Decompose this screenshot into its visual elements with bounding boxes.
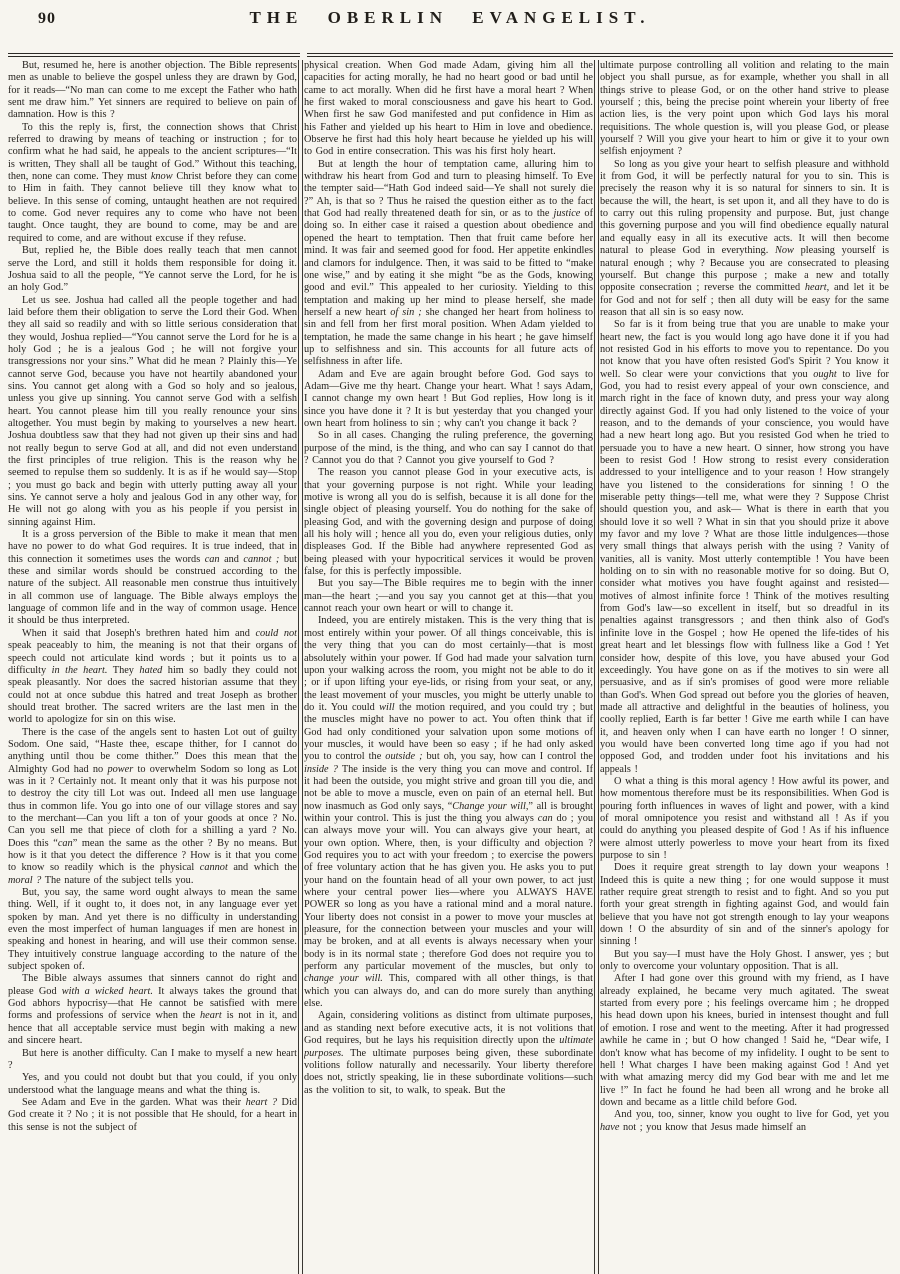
paragraph: But, resumed he, here is another objection. The Bible represents men as unable to believe the gospel unless they are drawn by God, for it reads—“No man can come to me except the Father who hath sent me draw him.” Yet sinners are required to believe on pain of damnation. How is this ? — [8, 60, 297, 121]
column-3 — [600, 60, 889, 1274]
paragraph: Does it require great strength to lay down your weapons ! Indeed this is quite a new thing ; for one would suppose it must rather require great strength to resist and to fight. And so you put forth your great strength in fighting against God, and would fain believe that you have not got strength enough to lay your weapons down ! O the absurdity of sin and of the sinner's apology for sinning ! — [600, 862, 889, 948]
header-rule-left — [8, 53, 300, 57]
paragraph: And you, too, sinner, know you ought to live for God, yet you have not ; you know that Jesus made himself an — [600, 1109, 889, 1133]
paragraph: But at length the hour of temptation came, alluring him to withdraw his heart from God and turn to pleasing himself. To Eve the tempter said—“Hath God indeed said—Ye shall not surely die ?” Ah, is that so ? Thus he raised the question either as to the fact that God had really threatened death for sin, or as to the justice of doing so. In either case it raised a question about obedience and opened the heart to temptation. Then that fruit came before her mind. It was fair and seemed good for food. Her appetite enkindles and clamors for indulgence. Then, it was said to be fitted to “make one wise,” and by eating it she might “be as the Gods, knowing good and evil.” This appealed to her curiosity. Yielding to this temptation and making up her mind to please herself, she made herself a new heart of sin ; she changed her heart from holiness to sin and fell from her first moral position. When Adam yielded to temptation, he made the same change in his heart ; he gave himself up to selfishness and sin. This accounts for all future acts of selfishness in after life. — [304, 158, 593, 368]
paragraph: It is a gross perversion of the Bible to make it mean that men have no power to do what God requires. It is true indeed, that in this connection it sometimes uses the words can and cannot ; but these and similar words should be construed according to the nature of the subject. All reasonable men construe thus intuitively in all common use of language. The Bible always employs the language of common life and in the way of common usage. Hence it should be thus interpreted. — [8, 529, 297, 627]
paragraph: So in all cases. Changing the ruling preference, the governing purpose of the mind, is the thing, and who can say I cannot do that ? Cannot you do that ? Cannot you give yourself to God ? — [304, 430, 593, 466]
paragraph: See Adam and Eve in the garden. What was their heart ? Did God create it ? No ; it is not possible that He should, for a heart in this sense is not the subject of — [8, 1096, 297, 1133]
column-1 — [8, 60, 297, 1274]
paragraph: The Bible always assumes that sinners cannot do right and please God with a wicked heart. It always takes the ground that God abhors hypocrisy—that He cannot be satisfied with mere forms and professions of service when the heart is not in it, and hence that all acceptable service must begin with making a new and sincere heart. — [8, 973, 297, 1047]
paragraph: When it said that Joseph's brethren hated him and could not speak peaceably to him, the meaning is not that their organs of speech could not articulate kind words ; but it points us to a difficulty in the heart. They hated him so badly they could not speak pleasantly. Nor does the sacred historian assume that they could not at once subdue this hatred and treat Joseph as brother should treat brother. The sacred writers are the last men in the world to apologize for sin on this wise. — [8, 627, 297, 726]
paragraph: But here is another difficulty. Can I make to myself a new heart ? — [8, 1047, 297, 1071]
paragraph: So long as you give your heart to selfish pleasure and withhold it from God, it will be perfectly natural for you to sin. This is precisely the reason why it is so natural for sinners to sin. It is because the will, the heart, is set upon it, and all they have to do is to carry out this ruling propensity and purpose. But, just change this governing purpose and you will find obedience equally natural and equally easy in all its executive acts. It will then become natural to please God in everything. Now pleasing yourself is natural enough ; why ? Because you are consecrated to pleasing yourself. But change this purpose ; make a new and totally opposite consecration ; reverse the committed heart, and let it be for God and not for self ; then all duty will be easy for the same reason that all sin is so easy now. — [600, 158, 889, 318]
paragraph: After I had gone over this ground with my friend, as I have already explained, he became very much agitated. The sweat started from every pore ; his feelings overcame him ; he dropped his head down upon his knees, buried in intensest thought and full of emotion. I rose and went to the meeting. After it had progressed awhile he came in ; but O how changed ! Said he, “Dear wife, I don't know what has become of my infidelity. I ought to be sent to hell ! What charges I have been making against God ! And yet with what amazing mercy did my God bear with me and let me live !” In fact he found he had been all wrong and he broke all down and became as a little child before God. — [600, 973, 889, 1108]
column-divider-1 — [298, 60, 303, 1274]
paragraph: Adam and Eve are again brought before God. God says to Adam—Give me thy heart. Change your heart. What ! says Adam, I cannot change my own heart ! But God replies, How long is it since you have done it ? It is but yesterday that you changed your own heart from holiness to sin ; why can't you change it back ? — [304, 368, 593, 429]
header-rule-right — [307, 53, 893, 57]
paragraph: But you say—I must have the Holy Ghost. I answer, yes ; but only to overcome your voluntary opposition. That is all. — [600, 948, 889, 973]
paragraph: O what a thing is this moral agency ! How awful its power, and how momentous therefore must be its responsibilities. When God is pouring forth influences in waves of light and power, with a kind of moral omnipotence you resist and withstand all ! As if you could do anything you pleased despite of God ! As if his influence were almost utterly powerless to move your heart from its fixed purpose to sin ! — [600, 775, 889, 861]
paragraph: Yes, and you could not doubt but that you could, if you only understood what the language means and what the thing is. — [8, 1072, 297, 1096]
column-2 — [304, 60, 593, 1274]
paragraph: But, replied he, the Bible does really teach that men cannot serve the Lord, and still it holds them responsible for doing it. Joshua said to all the people, “Ye cannot serve the Lord, for he is an holy God.” — [8, 245, 297, 294]
masthead — [0, 0, 900, 48]
page-title: THE OBERLIN EVANGELIST. — [249, 8, 651, 27]
paragraph: So far is it from being true that you are unable to make your heart new, the fact is you would long ago have done it if you had not resisted God in his efforts to move you to repentance. Do you not know that you have often resisted God's Spirit ? You know it well. So clear were your convictions that you ought to live for God, you had to resist every appeal of your own conscience, and march right in the face of known duty, and press your way along directly against God. If you had only listened to the voice of your reason, and to the demands of your conscience, you would have had a new heart long ago. But you resisted God when he tried to persuade you to have a new heart. O sinner, how strong you have been to resist God ! How strong to resist every consideration addressed to your intelligence and to your reason ! How strangely have you listened to the considerations for sinning ! O the miserable petty things—tell me, what were they ? Suppose Christ should question you, and ask— What is there in earth that you should love it so well ? What in sin that you should prize it above my favor and my love ? What are those little indulgences—those very small things that always perish with the using ? Vanity of vanities, all is vanity. Most utterly contemptible ! You have been holding on to sin with no reasonable motive for so doing. But O, consider what motives you have fought against and resisted—motives of almost infinite force ! Think of the motives resulting from God's law—so excellent in itself, but so dreadful in its penalties against transgressors ; and then think also of God's infinite love in the Gospel ; how He opened the life-tides of his great heart and let blessings flow with fullness like a God ! Yet consider how, despite of this love, you have abused your God exceedingly. You have gone on as if the motives to sin were all persuasive, and as if sin's promises of good were more reliable than God's. When God spread out before you the glories of heaven, made all attractive and delightful in the beauties of holiness, you coolly replied, Earth is far better ! Give me earth while I can have it, and heaven only when I can have earth no longer ! O sinner, you would have been converted long time ago if you had not opposed God, and trodden under foot his invitations and his appeals ! — [600, 319, 889, 775]
paragraph: ultimate purpose controlling all volition and relating to the main object you shall pursue, as for example, whether you shall in all things strive to please God, or on the other hand strive to please yourself ; this, being the precise point wherein your liberty of free action lies, is the very point upon which God lays his moral requisitions. The whole question is, will you please God, or please yourself ? Will you give your heart to him or give it to your own selfish enjoyment ? — [600, 60, 889, 158]
paragraph: But you say—The Bible requires me to begin with the inner man—the heart ;—and you say you cannot get at this—that you cannot reach your own heart or will to change it. — [304, 578, 593, 615]
paragraph: Indeed, you are entirely mistaken. This is the very thing that is most entirely within your power. Of all things conceivable, this is the very thing that you can do most certainly—that is most absolutely within your power. If God had made your salvation turn upon your walking across the room, you might not be able to do it ; or if upon lifting your eye-lids, or rising from your seat, or any, the least movement of your muscles, you might be utterly unable to do it. You could will the motion required, and you could try ; but the muscles might have no power to act. You often think that if God had only conditioned your salvation upon some motions of your muscles, it would have been so easy ; if he had only asked you to control the outside ; but oh, you say, how can I control the inside ? The inside is the very thing you can move and control. If it had been the outside, you might strive and groan till you die, and not be able to move a muscle, even on pain of an eternal hell. But now inasmuch as God only says, “Change your will,” all is brought within your control. This is just the thing you always can do ; you can always move your will. You can always give your heart, at your own option. Where, then, is your difficulty and objection ? God requires you to act with your freedom ; to exercise the powers of free voluntary action that he has given you. He asks you to put your hand on the fountain head of all your own power, to act just where your central power lies—where you ALWAYS HAVE POWER so long as you have a rational mind and a moral nature. Your liberty does not consist in a power to move your muscles at pleasure, for the connection between your muscles and your will may be broken, and at all events is always necessary when your body is in its normal state ; therefore God does not require you to perform any particular movement of the muscles, but only to change your will. This, compared with all other things, is that which you can always do, and can do more surely than anything else. — [304, 615, 593, 1010]
paragraph: But, you say, the same word ought always to mean the same thing. Well, if it ought to, it does not, in any language ever yet spoken by man. And yet there is no difficulty in understanding even the most imperfect of human languages if men are honest in speaking and honest in hearing, and will use their common sense. They intuitively construe language according to the nature of the subject spoken of. — [8, 887, 297, 973]
article-columns — [0, 57, 900, 1274]
paragraph: The reason you cannot please God in your executive acts, is that your governing purpose is not right. While your leading motive is wrong all you do is selfish, because it is all done for the single object of pleasing yourself. You do nothing for the sake of pleasing God, and with the governing design and purpose of doing all his holy will ; hence all you do, even your religious duties, only displeases God. If the Bible had anywhere represented God as being pleased with your hypocritical services it would be proven false, for this is perfectly impossible. — [304, 467, 593, 578]
paragraph: physical creation. When God made Adam, giving him all the capacities for acting morally, he had no heart good or bad until he came to act morally. When did he first have a moral heart ? When he first waked to moral consciousness and gave his heart to God. When first he saw God manifested and put confidence in Him as his Father and yielded up his heart to Him in love and obedience. Observe he first had this holy heart because he yielded up his will to God in entire consecration. This was his first holy heart. — [304, 60, 593, 158]
column-divider-2 — [594, 60, 599, 1274]
paragraph: To this the reply is, first, the connection shows that Christ referred to drawing by means of teaching or instruction ; for to confirm what he had said, he appeals to the ancient scriptures—“It is written, They shall all be taught of God.” Without this teaching, then, none can come. They must know Christ before they can come to Him in faith. They cannot believe till they know what to believe. In this sense of coming, untaught heathen are not required to come. God never requires any to come who have not been taught. Once taught, they are bound to come, may be and are required to come, and are without excuse if they refuse. — [8, 121, 297, 244]
paragraph: Let us see. Joshua had called all the people together and had laid before them their obligation to serve the Lord their God. When they all said so readily and with so little serious consideration that they would, Joshua replied—“You cannot serve the Lord for he is a holy God ; he is a jealous God ; he will not forgive your transgressions nor your sins.” What did he mean ? Plainly this—Ye cannot serve God, because you have not heartily abandoned your sins. You cannot get along with a God so holy and so jealous, unless you give up sinning. You cannot serve God with a selfish heart. You cannot please him till you really renounce your sins altogether. You must begin by making to yourselves a new heart. Joshua doubtless saw that they had not given up their sins and had not really begun to serve God at all, and did not even understand the first principles of true religion. This is the reason why he seemed to repulse them so suddenly. It is as if he would say—Stop ; you must go back and begin with utterly putting away all your sins. Ye cannot serve a holy and jealous God in any other way, for He will not go along with you as his people if you persist in sinning against Him. — [8, 294, 297, 528]
header-rule — [0, 53, 900, 57]
page-number: 90 — [38, 10, 56, 27]
paragraph: Again, considering volitions as distinct from ultimate purposes, and as standing next before executive acts, it is not volitions that God requires, but he lays his requisition directly upon the ultimate purposes. The ultimate purposes being given, these subordinate volitions follow naturally and necessarily. Your liberty therefore does not, strictly speaking, lie in these subordinate volitions—such as the volition to sit, to walk, to speak. But the — [304, 1010, 593, 1096]
paragraph: There is the case of the angels sent to hasten Lot out of guilty Sodom. One said, “Haste thee, escape thither, for I cannot do anything until thou be come thither.” Does this mean that the Almighty God had no power to overwhelm Sodom so long as Lot was in it ? Certainly not. It meant only that it was his purpose not to destroy the city till Lot was out. Indeed all men use language thus in common life. You go into one of our village stores and say to the merchant—Can you lift a ton of your goods at once ? No. Can you sell me that piece of cloth for a shilling a yard ? No. Does this “can” mean the same as the other ? By no means. But how is it that you detect the difference ? How is it that you come to know so readily which is the physical cannot and which the moral ? The nature of the subject tells you. — [8, 726, 297, 886]
